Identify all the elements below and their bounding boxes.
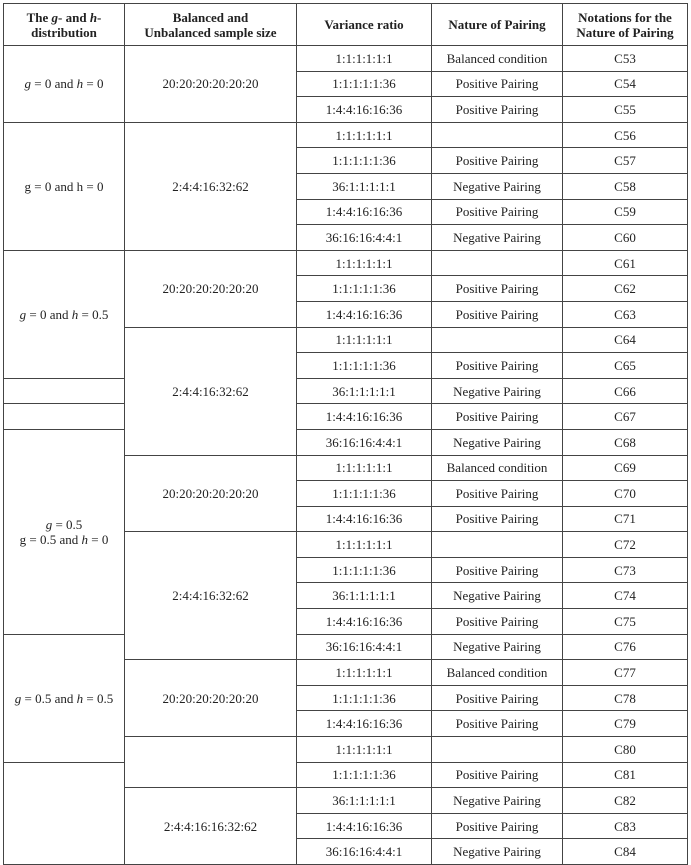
sample-size-cell: 2:4:4:16:16:32:62	[125, 788, 297, 865]
pairing-table	[3, 3, 688, 865]
header-sample-size: Balanced and Unbalanced sample size	[125, 4, 297, 46]
nature-of-pairing-cell	[432, 737, 563, 763]
variance-ratio-cell: 1:4:4:16:16:36	[297, 609, 432, 635]
notation-cell: C69	[563, 455, 688, 481]
notation-cell: C78	[563, 685, 688, 711]
variance-ratio-cell: 36:16:16:4:4:1	[297, 429, 432, 455]
distribution-cell	[4, 378, 125, 404]
notation-cell: C54	[563, 71, 688, 97]
table-row	[4, 429, 688, 455]
notation-cell: C82	[563, 788, 688, 814]
variance-ratio-cell: 1:1:1:1:1:36	[297, 762, 432, 788]
nature-of-pairing-cell: Positive Pairing	[432, 685, 563, 711]
variance-ratio-cell: 36:1:1:1:1:1	[297, 378, 432, 404]
sample-size-cell: 20:20:20:20:20:20	[125, 250, 297, 327]
notation-cell: C77	[563, 660, 688, 686]
variance-ratio-cell: 1:1:1:1:1:1	[297, 737, 432, 763]
variance-ratio-cell: 1:1:1:1:1:36	[297, 148, 432, 174]
notation-cell: C84	[563, 839, 688, 865]
variance-ratio-cell: 1:1:1:1:1:1	[297, 46, 432, 72]
nature-of-pairing-cell: Negative Pairing	[432, 225, 563, 251]
notation-cell: C62	[563, 276, 688, 302]
variance-ratio-cell: 36:1:1:1:1:1	[297, 788, 432, 814]
notation-cell: C55	[563, 97, 688, 123]
distribution-cell	[4, 762, 125, 864]
nature-of-pairing-cell: Positive Pairing	[432, 762, 563, 788]
sample-size-cell: 2:4:4:16:32:62	[125, 122, 297, 250]
nature-of-pairing-cell	[432, 532, 563, 558]
header-row	[4, 4, 688, 46]
variance-ratio-cell: 36:16:16:4:4:1	[297, 839, 432, 865]
sample-size-cell: 20:20:20:20:20:20	[125, 455, 297, 532]
notation-cell: C68	[563, 429, 688, 455]
variance-ratio-cell: 1:1:1:1:1:1	[297, 327, 432, 353]
sample-size-cell: 20:20:20:20:20:20	[125, 660, 297, 737]
nature-of-pairing-cell	[432, 122, 563, 148]
table-row	[4, 122, 688, 148]
variance-ratio-cell: 36:16:16:4:4:1	[297, 225, 432, 251]
variance-ratio-cell: 1:4:4:16:16:36	[297, 813, 432, 839]
sample-size-cell: 2:4:4:16:32:62	[125, 327, 297, 455]
nature-of-pairing-cell	[432, 250, 563, 276]
nature-of-pairing-cell: Positive Pairing	[432, 506, 563, 532]
distribution-cell: g = 0 and h = 0	[4, 46, 125, 123]
nature-of-pairing-cell: Negative Pairing	[432, 583, 563, 609]
variance-ratio-cell: 36:1:1:1:1:1	[297, 173, 432, 199]
variance-ratio-cell: 1:4:4:16:16:36	[297, 404, 432, 430]
nature-of-pairing-cell: Negative Pairing	[432, 378, 563, 404]
variance-ratio-cell: 36:16:16:4:4:1	[297, 634, 432, 660]
nature-of-pairing-cell: Positive Pairing	[432, 557, 563, 583]
table-body	[4, 46, 688, 865]
notation-cell: C61	[563, 250, 688, 276]
table-row	[4, 378, 688, 404]
header-variance-ratio: Variance ratio	[297, 4, 432, 46]
variance-ratio-cell: 1:1:1:1:1:1	[297, 122, 432, 148]
distribution-cell: g = 0.5 g = 0.5 and h = 0	[4, 429, 125, 634]
notation-cell: C73	[563, 557, 688, 583]
variance-ratio-cell: 1:4:4:16:16:36	[297, 711, 432, 737]
variance-ratio-cell: 1:1:1:1:1:1	[297, 660, 432, 686]
nature-of-pairing-cell: Positive Pairing	[432, 276, 563, 302]
nature-of-pairing-cell: Negative Pairing	[432, 839, 563, 865]
nature-of-pairing-cell: Negative Pairing	[432, 634, 563, 660]
variance-ratio-cell: 1:4:4:16:16:36	[297, 97, 432, 123]
table-row	[4, 250, 688, 276]
table-row	[4, 634, 688, 660]
notation-cell: C56	[563, 122, 688, 148]
notation-cell: C74	[563, 583, 688, 609]
notation-cell: C66	[563, 378, 688, 404]
variance-ratio-cell: 1:1:1:1:1:36	[297, 481, 432, 507]
notation-cell: C57	[563, 148, 688, 174]
nature-of-pairing-cell: Positive Pairing	[432, 609, 563, 635]
variance-ratio-cell: 1:4:4:16:16:36	[297, 199, 432, 225]
notation-cell: C67	[563, 404, 688, 430]
nature-of-pairing-cell: Positive Pairing	[432, 97, 563, 123]
variance-ratio-cell: 1:1:1:1:1:36	[297, 557, 432, 583]
nature-of-pairing-cell: Positive Pairing	[432, 199, 563, 225]
variance-ratio-cell: 1:1:1:1:1:1	[297, 455, 432, 481]
distribution-cell	[4, 404, 125, 430]
notation-cell: C71	[563, 506, 688, 532]
header-distribution: The g- and h- distribution	[4, 4, 125, 46]
nature-of-pairing-cell: Positive Pairing	[432, 481, 563, 507]
nature-of-pairing-cell: Positive Pairing	[432, 301, 563, 327]
notation-cell: C70	[563, 481, 688, 507]
notation-cell: C79	[563, 711, 688, 737]
notation-cell: C58	[563, 173, 688, 199]
sample-size-cell: 20:20:20:20:20:20	[125, 46, 297, 123]
variance-ratio-cell: 1:4:4:16:16:36	[297, 301, 432, 327]
notation-cell: C60	[563, 225, 688, 251]
nature-of-pairing-cell: Balanced condition	[432, 455, 563, 481]
nature-of-pairing-cell	[432, 327, 563, 353]
header-nature-of-pairing: Nature of Pairing	[432, 4, 563, 46]
distribution-cell: g = 0 and h = 0.5	[4, 250, 125, 378]
nature-of-pairing-cell: Negative Pairing	[432, 429, 563, 455]
sample-size-cell: 2:4:4:16:32:62	[125, 532, 297, 660]
nature-of-pairing-cell: Positive Pairing	[432, 813, 563, 839]
nature-of-pairing-cell: Positive Pairing	[432, 711, 563, 737]
notation-cell: C63	[563, 301, 688, 327]
table-row	[4, 762, 688, 788]
table-row	[4, 404, 688, 430]
notation-cell: C53	[563, 46, 688, 72]
variance-ratio-cell: 36:1:1:1:1:1	[297, 583, 432, 609]
notation-cell: C64	[563, 327, 688, 353]
notation-cell: C81	[563, 762, 688, 788]
distribution-cell: g = 0 and h = 0	[4, 122, 125, 250]
variance-ratio-cell: 1:1:1:1:1:36	[297, 353, 432, 379]
sample-size-cell	[125, 737, 297, 788]
nature-of-pairing-cell: Negative Pairing	[432, 788, 563, 814]
notation-cell: C59	[563, 199, 688, 225]
nature-of-pairing-cell: Positive Pairing	[432, 148, 563, 174]
nature-of-pairing-cell: Balanced condition	[432, 660, 563, 686]
variance-ratio-cell: 1:1:1:1:1:36	[297, 276, 432, 302]
notation-cell: C65	[563, 353, 688, 379]
notation-cell: C83	[563, 813, 688, 839]
notation-cell: C72	[563, 532, 688, 558]
notation-cell: C80	[563, 737, 688, 763]
variance-ratio-cell: 1:1:1:1:1:36	[297, 685, 432, 711]
variance-ratio-cell: 1:4:4:16:16:36	[297, 506, 432, 532]
table-row	[4, 46, 688, 72]
distribution-cell: g = 0.5 and h = 0.5	[4, 634, 125, 762]
variance-ratio-cell: 1:1:1:1:1:1	[297, 250, 432, 276]
nature-of-pairing-cell: Positive Pairing	[432, 353, 563, 379]
nature-of-pairing-cell: Positive Pairing	[432, 404, 563, 430]
variance-ratio-cell: 1:1:1:1:1:36	[297, 71, 432, 97]
notation-cell: C75	[563, 609, 688, 635]
nature-of-pairing-cell: Negative Pairing	[432, 173, 563, 199]
notation-cell: C76	[563, 634, 688, 660]
nature-of-pairing-cell: Positive Pairing	[432, 71, 563, 97]
variance-ratio-cell: 1:1:1:1:1:1	[297, 532, 432, 558]
header-notation: Notations for the Nature of Pairing	[563, 4, 688, 46]
nature-of-pairing-cell: Balanced condition	[432, 46, 563, 72]
